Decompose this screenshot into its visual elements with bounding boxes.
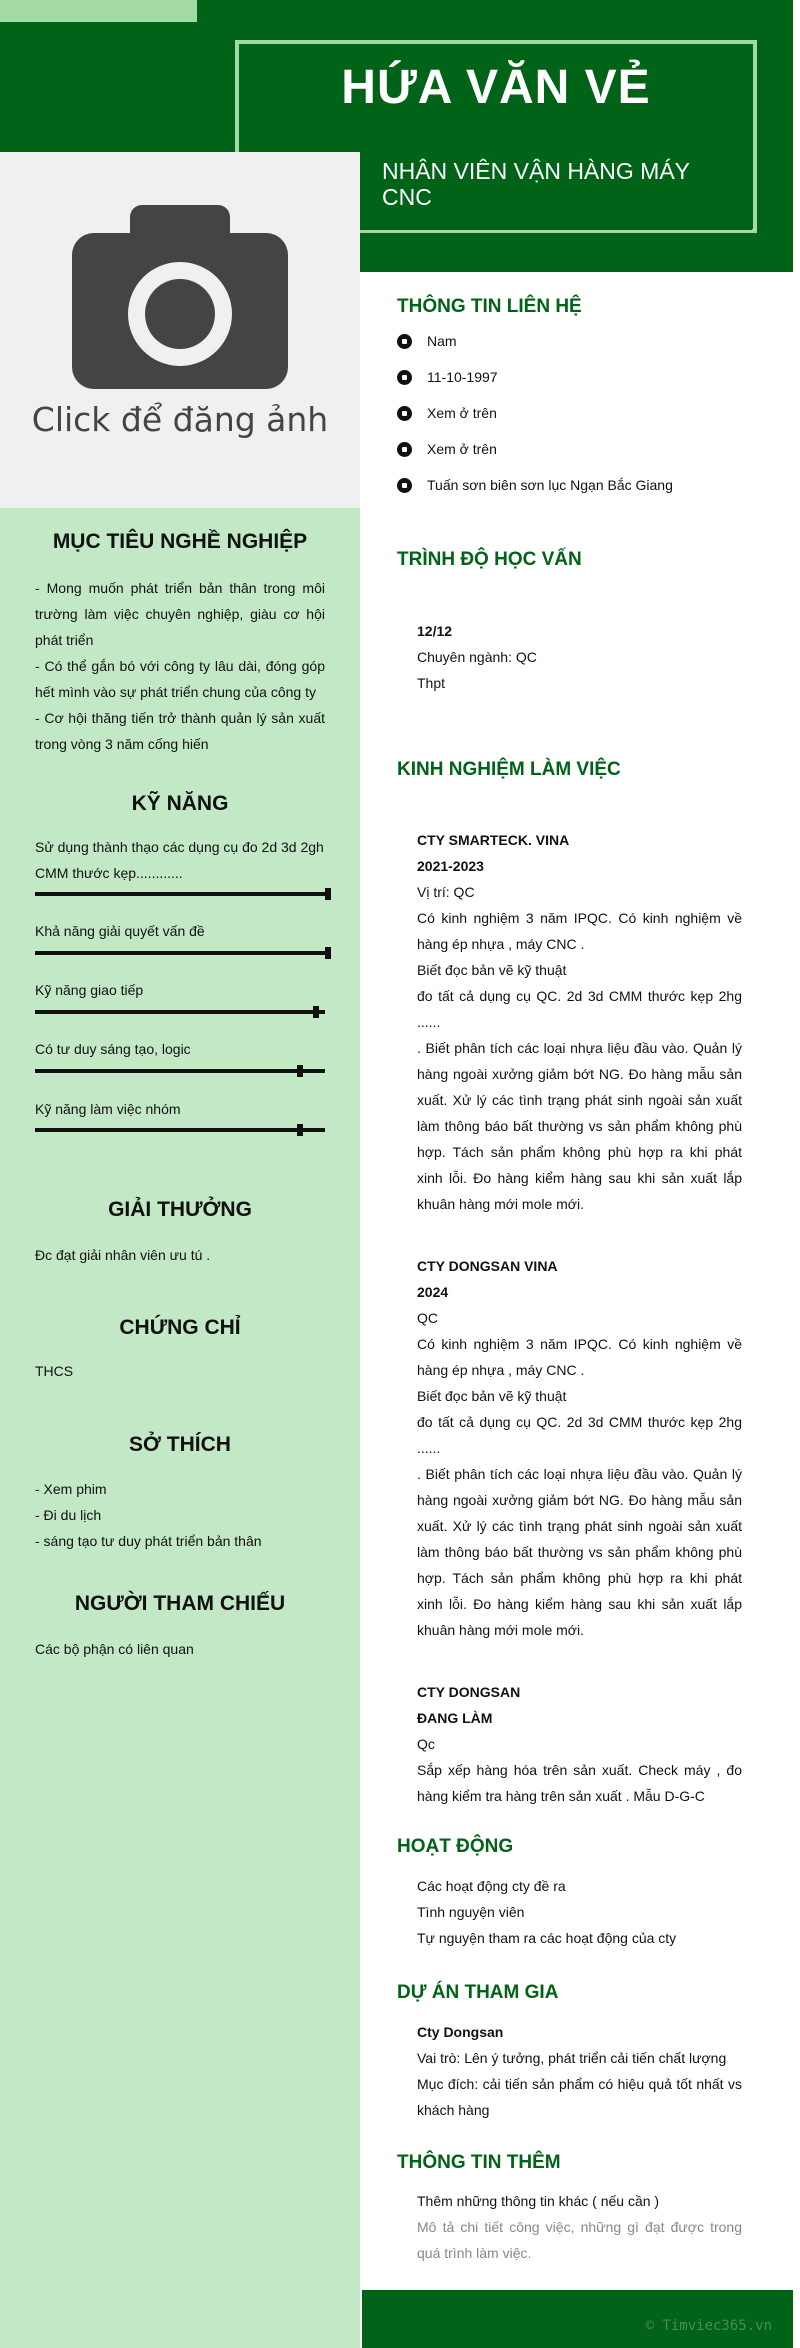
skill-level-marker (297, 1065, 303, 1077)
project-role: Vai trò: Lên ý tưởng, phát triển cải tiến chất lượng (417, 2050, 727, 2066)
project-entry[interactable] (417, 2019, 742, 2123)
contact-text: 11-10-1997 (427, 369, 498, 385)
skill-level-marker (325, 888, 331, 900)
hobbies-text[interactable] (35, 1476, 325, 1554)
more-info-text[interactable] (417, 2188, 742, 2266)
skill-bar (35, 1128, 325, 1132)
experience-heading: KINH NGHIỆM LÀM VIỆC (397, 759, 621, 780)
objective-heading: MỤC TIÊU NGHỀ NGHIỆP (52, 530, 308, 553)
job-position: Vị trí: QC (417, 884, 475, 900)
skill-name[interactable]: Khả năng giải quyết vấn đề (35, 923, 205, 939)
phone-icon (397, 406, 412, 421)
experience-entry[interactable] (417, 827, 742, 1217)
job-line: Biết đọc bản vẽ kỹ thuật (417, 1388, 567, 1404)
more-info-heading: THÔNG TIN THÊM (397, 2152, 561, 2173)
activity-item: Tự nguyện tham ra các hoạt động của cty (417, 1930, 677, 1946)
contact-text: Xem ở trên (427, 441, 497, 457)
certificates-heading: CHỨNG CHỈ (119, 1316, 241, 1339)
camera-icon[interactable] (72, 205, 288, 389)
project-goal: Mục đích: cải tiến sản phẩm có hiệu quả tốt nhất vs khách hàng (417, 2076, 742, 2118)
job-time: 2021-2023 (417, 858, 484, 874)
job-time: 2024 (417, 1284, 449, 1300)
skill-name[interactable]: Sử dụng thành thạo các dụng cụ đo 2d 3d 2gh CMM thước kẹp............ (35, 839, 324, 881)
job-line: . Biết phân tích các loại nhựa liệu đầu vào. Quản lý hàng ngoài xưởng giảm bớt NG. Đo hàng mẫu sản xuất. Xử lý các tình trạng phát sinh ngoài sản xuất làm thông báo bất thường vs sản phẩm không phù hợp. Tách sản phẩm không phù hợp ra khi phát xinh lỗi. Đo hàng kiểm hàng sau khi sản xuất lắp khuân hàng mới mole mới. (417, 1040, 742, 1212)
activities-text[interactable] (417, 1873, 742, 1951)
skill-name[interactable]: Kỹ năng làm việc nhóm (35, 1101, 181, 1117)
job-line: đo tất cả dụng cụ QC. 2d 3d CMM thước kẹp 2hg ...... (417, 988, 742, 1030)
skill-bar (35, 951, 325, 955)
job-company: CTY DONGSAN (417, 1684, 521, 1700)
contact-text: Xem ở trên (427, 405, 497, 421)
skill-name[interactable]: Kỹ năng giao tiếp (35, 982, 144, 998)
job-title[interactable]: NHÂN VIÊN VẬN HÀNG MÁY CNC (382, 158, 690, 210)
education-time: 12/12 (417, 623, 453, 639)
more-info-line: Thêm những thông tin khác ( nếu cần ) (417, 2193, 660, 2209)
references-text[interactable]: Các bộ phận có liên quan (35, 1641, 194, 1657)
education-entry[interactable] (417, 618, 742, 696)
job-line: . Biết phân tích các loại nhựa liệu đầu vào. Quản lý hàng ngoài xưởng giảm bớt NG. Đo hàng mẫu sản xuất. Xử lý các tình trạng phát sinh ngoài sản xuất làm thông báo bất thường vs sản phẩm không phù hợp. Tách sản phẩm không phù hợp ra khi phát xinh lỗi. Đo hàng kiểm hàng sau khi sản xuất lắp khuân hàng mới mole mới. (417, 1466, 742, 1638)
more-info-placeholder: Mô tả chi tiết công việc, những gì đạt được trong quá trình làm việc. (417, 2219, 742, 2261)
job-line: Sắp xếp hàng hóa trên sản xuất. Check máy , đo hàng kiểm tra hàng trên sản xuất . Mẫu D-G-C (417, 1762, 742, 1804)
location-icon (397, 478, 412, 493)
education-major: Chuyên ngành: QC (417, 649, 537, 665)
references-heading: NGƯỜI THAM CHIẾU (74, 1592, 286, 1615)
job-company: CTY DONGSAN VINA (417, 1258, 558, 1274)
experience-entry[interactable] (417, 1253, 742, 1643)
hobby-item: - Xem phim (35, 1481, 107, 1497)
skill-level-marker (297, 1124, 303, 1136)
hobby-item: - Đi du lịch (35, 1507, 102, 1523)
skill-level-marker (313, 1006, 319, 1018)
job-position: Qc (417, 1736, 435, 1752)
awards-text[interactable]: Đc đạt giải nhân viên ưu tú . (35, 1247, 211, 1263)
contact-text: Tuấn sơn biên sơn lục Ngạn Bắc Giang (427, 477, 673, 493)
skill-bar (35, 1010, 325, 1014)
education-heading: TRÌNH ĐỘ HỌC VẤN (397, 549, 582, 570)
job-company: CTY SMARTECK. VINA (417, 832, 570, 848)
job-line: đo tất cả dụng cụ QC. 2d 3d CMM thước kẹp 2hg ...... (417, 1414, 742, 1456)
job-line: Có kinh nghiệm 3 năm IPQC. Có kinh nghiệm về hàng ép nhựa , máy CNC . (417, 1336, 742, 1378)
skill-name[interactable]: Có tư duy sáng tạo, logic (35, 1041, 191, 1057)
contact-text: Nam (427, 333, 457, 349)
hobbies-heading: SỞ THÍCH (129, 1433, 231, 1456)
photo-upload-label[interactable]: Click để đăng ảnh (31, 400, 329, 439)
objective-line: - Cơ hội thăng tiến trở thành quản lý sản xuất trong vòng 3 năm cống hiến (35, 710, 325, 752)
skills-heading: KỸ NĂNG (131, 792, 229, 815)
job-time: ĐANG LÀM (417, 1710, 493, 1726)
job-line: Có kinh nghiệm 3 năm IPQC. Có kinh nghiệm về hàng ép nhựa , máy CNC . (417, 910, 742, 952)
skill-level-marker (325, 947, 331, 959)
email-icon (397, 442, 412, 457)
footer-watermark: © Timviec365.vn (645, 2318, 772, 2334)
birthday-icon (397, 370, 412, 385)
accent-strip (0, 0, 197, 22)
certificates-text[interactable]: THCS (35, 1363, 74, 1379)
projects-heading: DỰ ÁN THAM GIA (397, 1982, 559, 2003)
objective-line: - Mong muốn phát triển bản thân trong môi trường làm việc chuyên nghiệp, giàu cơ hội phát triển (35, 580, 325, 648)
gender-icon (397, 334, 412, 349)
activity-item: Tình nguyện viên (417, 1904, 525, 1920)
skill-bar (35, 892, 325, 896)
awards-heading: GIẢI THƯỞNG (108, 1198, 252, 1221)
candidate-name[interactable]: HỨA VĂN VẺ (341, 61, 651, 114)
activity-item: Các hoạt động cty đề ra (417, 1878, 566, 1894)
objective-line: - Có thể gắn bó với công ty lâu dài, đóng góp hết mình vào sự phát triển chung của công ty (35, 658, 325, 700)
education-school: Thpt (417, 675, 446, 691)
project-name: Cty Dongsan (417, 2024, 504, 2040)
skill-bar (35, 1069, 325, 1073)
contact-heading: THÔNG TIN LIÊN HỆ (397, 296, 582, 317)
job-position: QC (417, 1310, 438, 1326)
hobby-item: - sáng tạo tư duy phát triển bản thân (35, 1533, 262, 1549)
job-line: Biết đọc bản vẽ kỹ thuật (417, 962, 567, 978)
experience-entry[interactable] (417, 1679, 742, 1809)
activities-heading: HOẠT ĐỘNG (397, 1836, 514, 1857)
objective-text[interactable] (35, 575, 325, 757)
